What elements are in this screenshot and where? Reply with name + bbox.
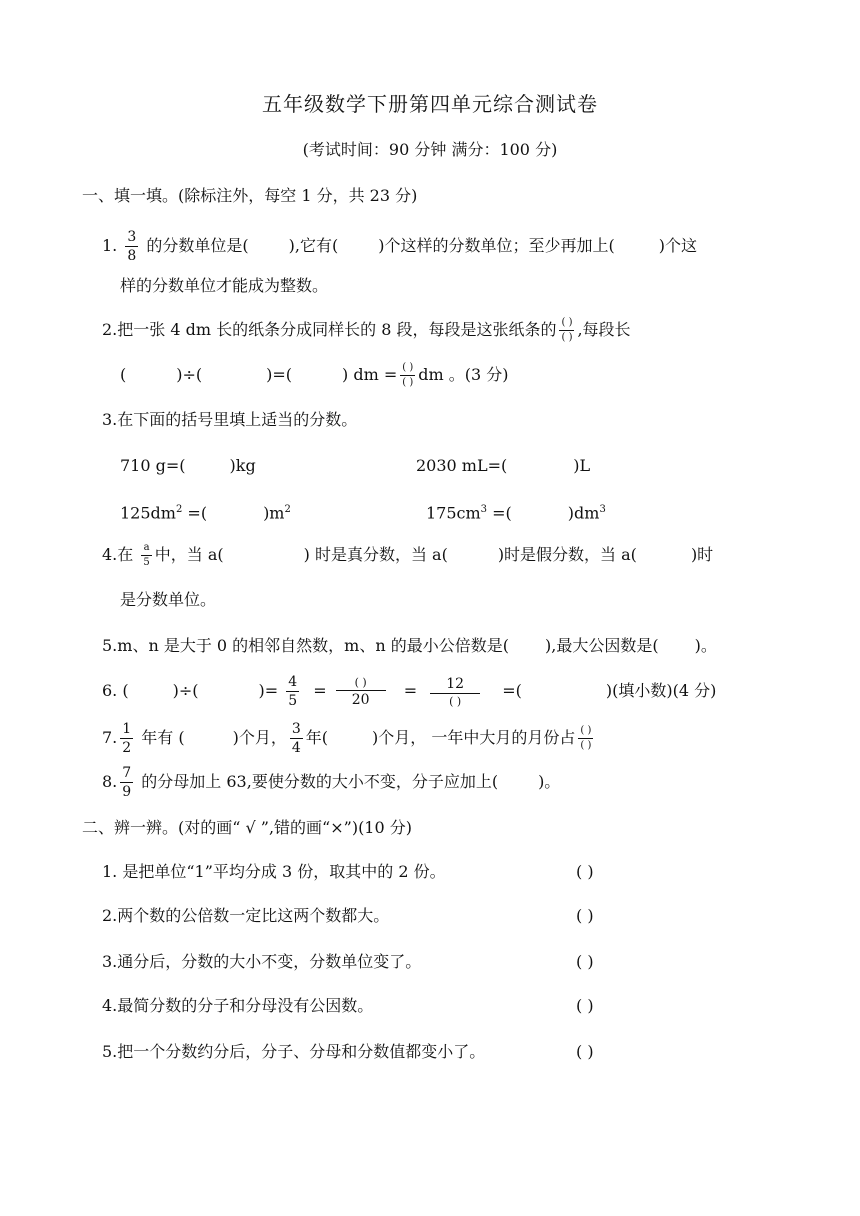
judge-answer-box-3[interactable]: ( ) xyxy=(576,952,594,971)
question-4: 4.在 $\frac{a}{5}$ 中，当 a( ) 时是真分数，当 a( )时是假分数，当 a( )时 xyxy=(102,542,714,568)
question-5: 5.m、n 是大于 0 的相邻自然数，m、n 的最小公倍数是( ),最大公因数是( )。 xyxy=(102,636,717,655)
question-2: 2.把一张 4 dm 长的纸条分成同样长的 8 段，每段是这张纸条的 $\frac{( )}{( )}$ ,每段长 xyxy=(102,317,631,343)
judge-item-1: 1. 是把单位“1”平均分成 3 份，取其中的 2 份。 xyxy=(102,862,446,881)
q6-fraction-2[interactable]: $\frac{( )}{20}$ xyxy=(336,677,386,707)
q8-fraction: $\frac{7}{9}$ xyxy=(122,765,132,800)
q6-fraction-3[interactable]: $\frac{12}{( )}$ xyxy=(430,677,480,707)
q3-item-b: 2030 mL=( )L xyxy=(416,456,591,475)
judge-answer-box-2[interactable]: ( ) xyxy=(576,906,594,925)
q7-fraction-2: $\frac{3}{4}$ xyxy=(291,721,301,756)
judge-answer-box-1[interactable]: ( ) xyxy=(576,862,594,881)
question-2-line-2: ( )÷( )=( ) dm = $\frac{( )}{( )}$ dm 。(3 分) xyxy=(120,362,509,388)
judge-item-4: 4.最简分数的分子和分母没有公因数。 xyxy=(102,996,374,1015)
q1-number: 1. xyxy=(102,236,118,255)
q3-item-c: $125dm^2$ =( )$m^2$ xyxy=(120,503,291,523)
section-2-heading: 二、辨一辨。(对的画“ √ ”,错的画“×”)(10 分) xyxy=(82,818,412,837)
exam-info: (考试时间：90 分钟 满分：100 分) xyxy=(302,140,558,159)
judge-answer-box-5[interactable]: ( ) xyxy=(576,1042,594,1061)
judge-item-5: 5.把一个分数约分后，分子、分母和分数值都变小了。 xyxy=(102,1042,486,1061)
answer-fraction-blank[interactable]: $\frac{( )}{( )}$ xyxy=(580,725,592,751)
q3-item-a: 710 g=( )kg xyxy=(120,456,256,475)
question-8: 8. $\frac{7}{9}$ 的分母加上 63,要使分数的大小不变，分子应加上( )。 xyxy=(102,765,561,800)
question-7: 7. $\frac{1}{2}$ 年有 ( )个月， $\frac{3}{4}$ 年( )个月， 一年中大月的月份占 $\frac{( )}{( )}$ xyxy=(102,721,592,756)
q4-fraction: $\frac{a}{5}$ xyxy=(143,542,150,568)
question-1: 1. $\frac{3}{8}$ 的分数单位是( ),它有( )个这样的分数单位；至少再加上( )个这 xyxy=(102,229,697,264)
answer-fraction-blank[interactable]: $\frac{( )}{( )}$ xyxy=(561,317,573,343)
answer-fraction-blank[interactable]: $\frac{( )}{( )}$ xyxy=(402,362,414,388)
q7-fraction-1: $\frac{1}{2}$ xyxy=(122,721,132,756)
question-1-line-2: 样的分数单位才能成为整数。 xyxy=(120,276,329,295)
page-title: 五年级数学下册第四单元综合测试卷 xyxy=(262,92,598,116)
question-3: 3.在下面的括号里填上适当的分数。 xyxy=(102,410,358,429)
judge-item-2: 2.两个数的公倍数一定比这两个数都大。 xyxy=(102,906,390,925)
q6-fraction-1: $\frac{4}{5}$ xyxy=(288,674,298,709)
section-1-heading: 一、填一填。(除标注外，每空 1 分，共 23 分) xyxy=(82,186,418,205)
q3-item-d: $175cm^3$ =( )$dm^3$ xyxy=(426,503,606,523)
judge-answer-box-4[interactable]: ( ) xyxy=(576,996,594,1015)
question-6: 6. ( )÷( )= $\frac{4}{5}$ = $\frac{( )}{20}$ = $\frac{12}{( )}$ =( )(填小数)(4 分) xyxy=(102,674,717,709)
judge-item-3: 3.通分后，分数的大小不变，分数单位变了。 xyxy=(102,952,422,971)
question-4-line-2: 是分数单位。 xyxy=(120,590,217,609)
q1-fraction: $\frac{3}{8}$ xyxy=(127,229,137,264)
